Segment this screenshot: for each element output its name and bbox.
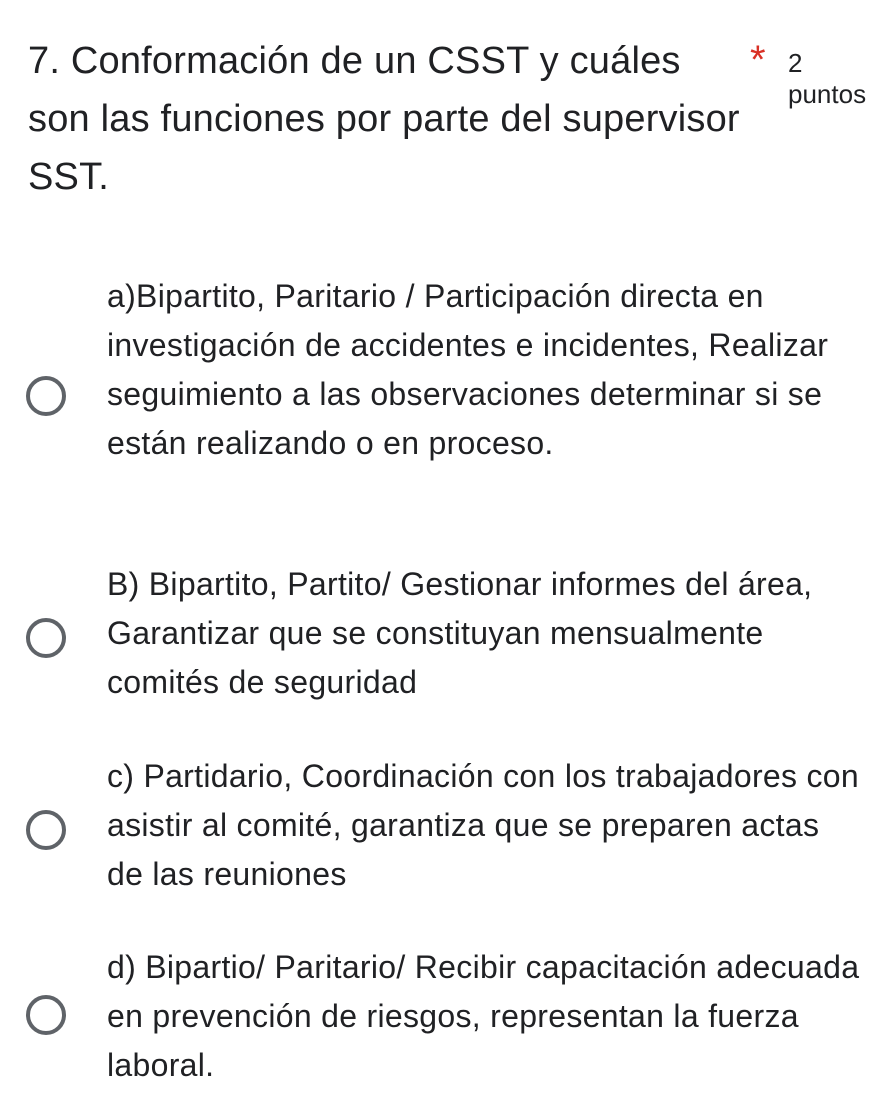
radio-circle-icon[interactable]: [26, 810, 66, 850]
radio-circle-icon[interactable]: [26, 376, 66, 416]
question-header: [28, 32, 868, 206]
option-label: d) Bipartio/ Paritario/ Recibir capacitación adecuada en prevención de riesgos, representan la fuerza laboral.: [107, 949, 860, 1083]
question-title: 7. Conformación de un CSST y cuáles son las funciones por parte del supervisor SST.: [28, 40, 740, 198]
radio-circle-icon[interactable]: [26, 618, 66, 658]
radio-circle-icon[interactable]: [26, 995, 66, 1035]
option-label: a)Bipartito, Paritario / Participación directa en investigación de accidentes e incidentes, Realizar seguimiento a las observaciones determinar si se están realizando o en proceso.: [107, 278, 829, 461]
option-label: B) Bipartito, Partito/ Gestionar informes del área, Garantizar que se constituyan mensualmente comités de seguridad: [107, 566, 813, 700]
question-points: 2 puntos: [788, 48, 867, 109]
required-marker: *: [750, 38, 766, 82]
option-label: c) Partidario, Coordinación con los trabajadores con asistir al comité, garantiza que se preparen actas de las reuniones: [107, 758, 859, 892]
